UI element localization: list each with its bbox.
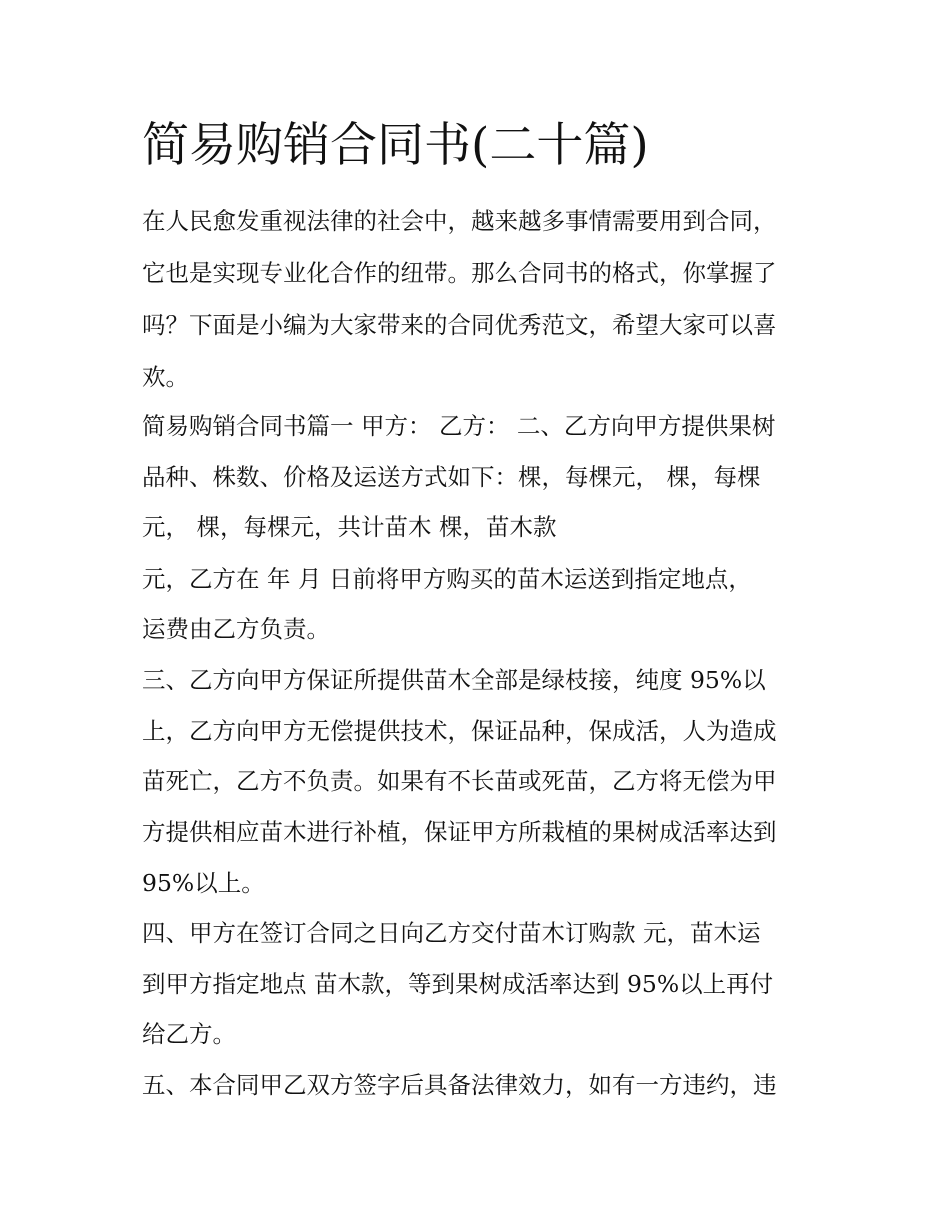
text-line: 给乙方。 [142,1020,236,1048]
text-line: 欢。 [142,363,189,391]
text-line: 到甲方指定地点 苗木款，等到果树成活率达到 95%以上再付 [142,970,774,998]
text-line: 五、本合同甲乙双方签字后具备法律效力，如有一方违约，违 [142,1071,777,1099]
text-line: 方提供相应苗木进行补植，保证甲方所栽植的果树成活率达到 [142,818,777,846]
text-line: 它也是实现专业化合作的纽带。那么合同书的格式，你掌握了 [142,259,777,287]
text-line: 运费由乙方负责。 [142,615,330,643]
text-line: 四、甲方在签订合同之日向乙方交付苗木订购款 元，苗木运 [142,919,761,947]
text-line: 元，乙方在 年 月 日前将甲方购买的苗木运送到指定地点， [142,565,752,593]
text-line: 吗？下面是小编为大家带来的合同优秀范文，希望大家可以喜 [142,311,777,339]
text-line: 三、乙方向甲方保证所提供苗木全部是绿枝接，纯度 95%以 [142,666,766,694]
text-line: 简易购销合同书篇一 甲方： 乙方： 二、乙方向甲方提供果树 [142,412,776,440]
text-line: 在人民愈发重视法律的社会中，越来越多事情需要用到合同， [142,207,777,235]
text-line: 苗死亡，乙方不负责。如果有不长苗或死苗，乙方将无偿为甲 [142,767,777,795]
text-line: 上，乙方向甲方无偿提供技术，保证品种，保成活，人为造成 [142,717,777,745]
text-line: 品种、株数、价格及运送方式如下：棵，每棵元， 棵，每棵 [142,463,761,491]
page-title: 简易购销合同书(二十篇) [142,118,649,173]
text-line: 95%以上。 [142,869,265,897]
text-line: 元， 棵，每棵元，共计苗木 棵，苗木款 [142,513,557,541]
